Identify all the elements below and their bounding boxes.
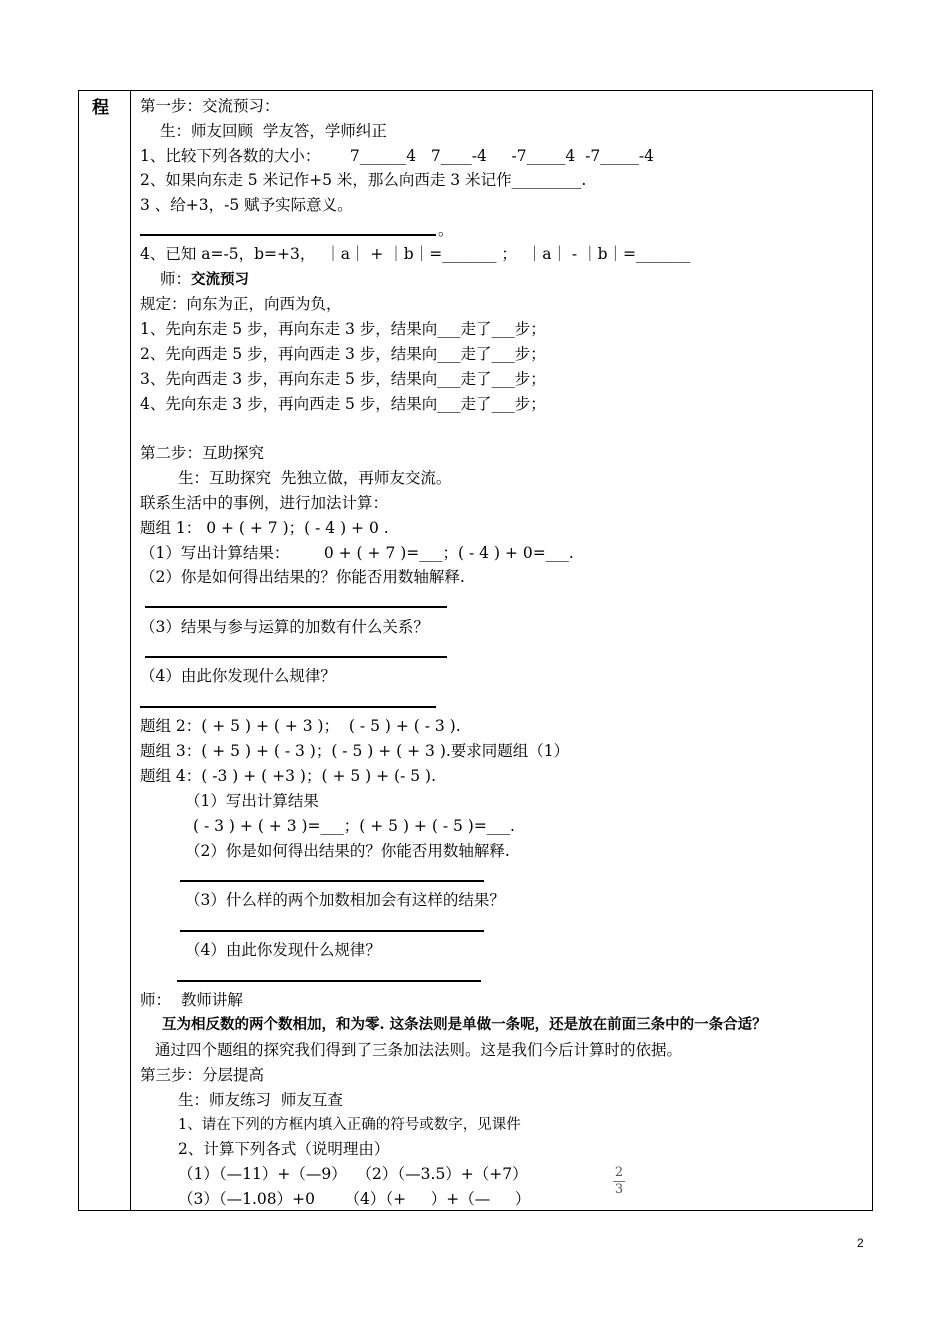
step1-q3: 3 、给+3，-5 赋予实际意义。 bbox=[140, 196, 353, 214]
g4-q1: （1）写出计算结果 bbox=[185, 792, 319, 810]
g4-q1-expr: ( - 3 ) + ( + 3 )=___；( + 5 ) + ( - 5 )=___. bbox=[193, 817, 515, 835]
teacher-row bbox=[160, 269, 249, 290]
answer-line bbox=[145, 656, 447, 658]
step1-title: 第一步：交流预习： bbox=[140, 97, 280, 115]
fraction-numerator: 2 bbox=[614, 1165, 624, 1180]
answer-line bbox=[140, 706, 436, 708]
summary: 通过四个题组的探究我们得到了三条加法法则。这是我们今后计算时的依据。 bbox=[155, 1041, 683, 1059]
walk-item: 2、先向西走 5 步，再向西走 3 步，结果向___走了___步； bbox=[140, 345, 546, 363]
step3-title: 第三步：分层提高 bbox=[140, 1066, 265, 1084]
fraction bbox=[613, 1166, 625, 1197]
step2-intro: 联系生活中的事例，进行加法计算： bbox=[140, 494, 389, 512]
step2-title: 第二步：互助探究 bbox=[140, 444, 265, 462]
answer-line bbox=[140, 234, 436, 236]
column-divider bbox=[130, 90, 131, 1211]
calc-row1: （1）（—11）+（—9） （2）（—3.5）+（+7） bbox=[178, 1165, 528, 1183]
group1: 题组 1： 0 + ( + 7 )；( - 4 ) + 0 . bbox=[140, 519, 389, 537]
step3-item2: 2、计算下列各式（说明理由） bbox=[178, 1140, 390, 1158]
step2-student: 生：互助探究 先独立做，再师友交流。 bbox=[178, 469, 452, 487]
g4-q3: （3）什么样的两个加数相加会有这样的结果？ bbox=[185, 891, 505, 909]
group2: 题组 2：( + 5 ) + ( + 3 )； ( - 5 ) + ( - 3 ). bbox=[140, 717, 461, 735]
step1-q3-end: 。 bbox=[438, 221, 454, 239]
g4-q4: （4）由此你发现什么规律？ bbox=[185, 941, 381, 959]
page-number: 2 bbox=[857, 1236, 864, 1250]
walk-item: 3、先向西走 3 步，再向东走 5 步，结果向___走了___步； bbox=[140, 370, 546, 388]
group3: 题组 3：( + 5 ) + ( - 3 )；( - 5 ) + ( + 3 ).要求同题组（1） bbox=[140, 742, 570, 760]
answer-line bbox=[177, 980, 481, 982]
step1-q2: 2、如果向东走 5 米记作+5 米，那么向西走 3 米记作_________. bbox=[140, 171, 587, 189]
answer-line bbox=[145, 606, 447, 608]
walk-item: 4、先向东走 3 步，再向西走 5 步，结果向___走了___步； bbox=[140, 395, 546, 413]
step3-item1: 1、请在下列的方框内填入正确的符号或数字，见课件 bbox=[178, 1117, 521, 1133]
answer-line bbox=[180, 880, 484, 882]
calc-row2: （3）（—1.08）+0 （4）（+ ）+（— ） bbox=[178, 1190, 531, 1208]
teacher-title: 交流预习 bbox=[191, 271, 250, 288]
teacher-label: 师： bbox=[160, 270, 192, 288]
g1-q3: （3）结果与参与运算的加数有什么关系？ bbox=[140, 618, 429, 636]
fraction-denominator: 3 bbox=[614, 1182, 624, 1197]
teacher-explain: 师： 教师讲解 bbox=[140, 991, 243, 1009]
g1-q4: （4）由此你发现什么规律？ bbox=[140, 667, 336, 685]
walk-item: 1、先向东走 5 步，再向东走 3 步，结果向___走了___步； bbox=[140, 320, 546, 338]
g4-q2: （2）你是如何得出结果的？你能否用数轴解释. bbox=[185, 842, 510, 860]
direction-rule: 规定：向东为正，向西为负， bbox=[140, 295, 342, 313]
step1-student: 生：师友回顾 学友答，学师纠正 bbox=[160, 122, 387, 140]
g1-q1: （1）写出计算结果： 0 + ( + 7 )=___；( - 4 ) + 0=___. bbox=[140, 544, 574, 562]
step1-q4: 4、已知 a=-5，b=+3， ｜a｜ + ｜b｜=_______ ； ｜a｜ - ｜b｜=_______ bbox=[140, 245, 691, 263]
answer-line bbox=[180, 930, 484, 932]
section-label: 程 bbox=[92, 98, 109, 118]
g1-q2: （2）你是如何得出结果的？你能否用数轴解释. bbox=[140, 568, 465, 586]
step1-q1: 1、比较下列各数的大小： 7______4 7____-4 -7_____4 -7_____-4 bbox=[140, 147, 655, 165]
group4: 题组 4：( -3 ) + ( +3 )；( + 5 ) + (- 5 ). bbox=[140, 767, 437, 785]
step3-student: 生：师友练习 师友互查 bbox=[178, 1091, 343, 1109]
bold-note: 互为相反数的两个数相加，和为零. 这条法则是单做一条呢，还是放在前面三条中的一条合适？ bbox=[162, 1016, 767, 1033]
